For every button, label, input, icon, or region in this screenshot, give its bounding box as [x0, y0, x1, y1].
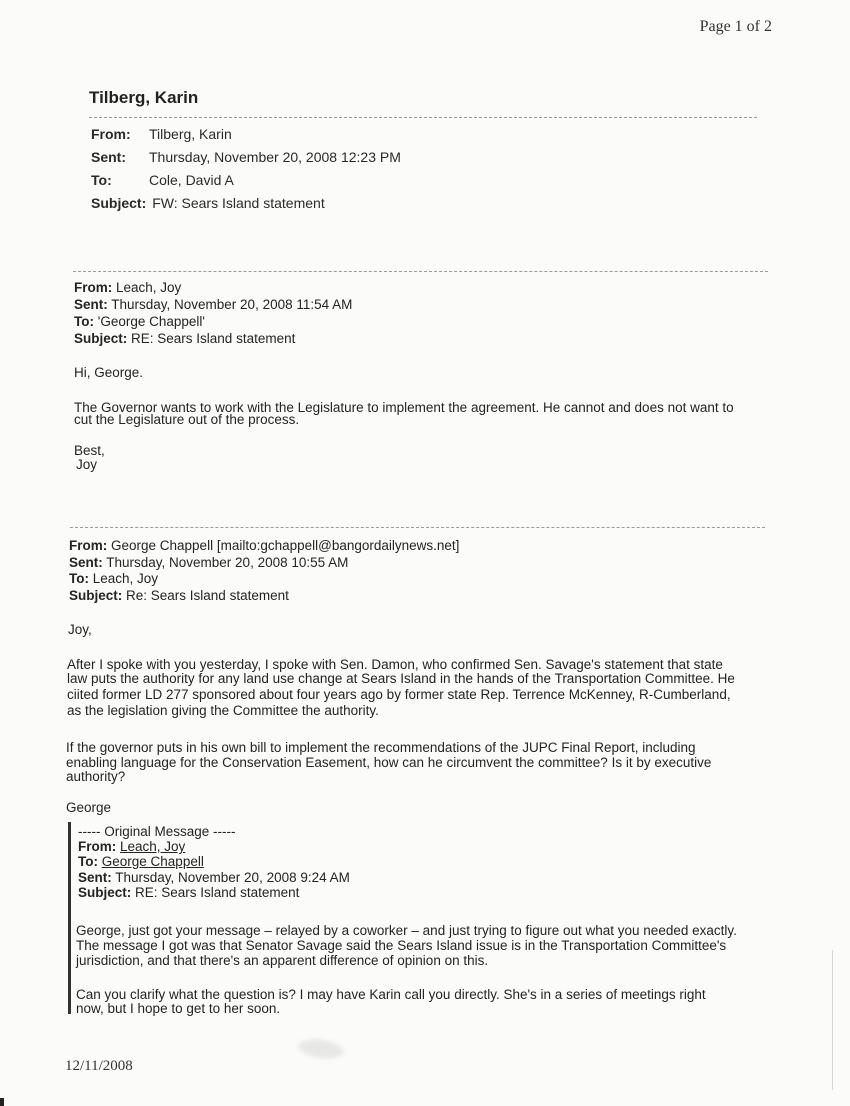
- msg2-to-value: Leach, Joy: [89, 571, 159, 586]
- msg2-from-label: From:: [69, 538, 108, 553]
- quoted-body-line: The message I got was that Senator Savage said the Sears Island issue is in the Transportation Committee's: [76, 938, 727, 953]
- msg2-body-line: ciited former LD 277 sponsored about four years ago by former state Rep. Terrence McKenney, R-Cumberland,: [67, 687, 731, 702]
- quoted-sent-label: Sent:: [78, 870, 112, 885]
- msg2-body-line: as the legislation giving the Committee the authority.: [67, 703, 379, 718]
- msg1-subject: [74, 331, 295, 346]
- quoted-subject: [78, 885, 299, 900]
- msg1-to: [74, 314, 205, 329]
- print-date: 12/11/2008: [65, 1058, 133, 1074]
- to-label: To:: [91, 172, 112, 188]
- msg1-subject-label: Subject:: [74, 331, 128, 346]
- from-value: Tilberg, Karin: [149, 126, 232, 142]
- quoted-from: [78, 839, 185, 854]
- msg1-to-label: To:: [74, 314, 94, 329]
- msg2-sent-label: Sent:: [69, 555, 103, 570]
- msg1-sent-label: Sent:: [74, 297, 108, 312]
- msg2-body-line: enabling language for the Conservation Easement, how can he circumvent the committee? Is it by executive: [66, 755, 712, 770]
- quoted-to-label: To:: [78, 854, 98, 869]
- msg2-to-label: To:: [69, 571, 89, 586]
- msg2-from-value: George Chappell [mailto:gchappell@bangordailynews.net]: [107, 538, 460, 553]
- quote-bar: [68, 822, 71, 1014]
- page-number: Page 1 of 2: [699, 18, 772, 35]
- header-to: [91, 172, 234, 188]
- msg1-from: [74, 280, 181, 295]
- msg2-to: [69, 571, 158, 586]
- msg1-from-value: Leach, Joy: [112, 280, 182, 295]
- scan-smudge: [297, 1037, 345, 1061]
- sent-value: Thursday, November 20, 2008 12:23 PM: [149, 149, 401, 165]
- msg2-sent-value: Thursday, November 20, 2008 10:55 AM: [102, 555, 349, 570]
- quoted-subject-label: Subject:: [78, 885, 132, 900]
- scan-corner-mark: [0, 1098, 4, 1106]
- msg2-body-line: law puts the authority for any land use change at Sears Island in the hands of the Transportation Committee. He: [67, 671, 735, 686]
- msg1-body-line: The Governor wants to work with the Legislature to implement the agreement. He cannot and does not want to: [74, 400, 734, 415]
- msg1-sent-value: Thursday, November 20, 2008 11:54 AM: [107, 297, 353, 312]
- page-title: Tilberg, Karin: [89, 88, 199, 107]
- message-divider: [73, 271, 768, 272]
- msg2-subject-value: Re: Sears Island statement: [122, 588, 289, 603]
- msg1-signature: Joy: [76, 457, 98, 472]
- msg1-sent: [74, 297, 352, 312]
- quoted-sent-value: Thursday, November 20, 2008 9:24 AM: [111, 870, 350, 885]
- msg1-greeting: Hi, George.: [74, 365, 144, 380]
- from-label: From:: [91, 126, 131, 142]
- msg1-from-label: From:: [74, 280, 113, 295]
- quoted-from-link[interactable]: Leach, Joy: [120, 839, 186, 854]
- scan-edge-line: [832, 950, 833, 1090]
- quoted-body-line: George, just got your message – relayed by a coworker – and just trying to figure out what you needed exactly.: [76, 923, 737, 938]
- quoted-body-line: jurisdiction, and that there's an apparent difference of opinion on this.: [76, 953, 489, 968]
- header-sent: [91, 149, 401, 165]
- msg2-body-line: After I spoke with you yesterday, I spoke with Sen. Damon, who confirmed Sen. Savage's statement that state: [67, 657, 723, 672]
- msg1-to-value: 'George Chappell': [94, 314, 205, 329]
- header-from: [91, 126, 232, 142]
- msg2-body-line: If the governor puts in his own bill to implement the recommendations of the JUPC Final Report, including: [66, 740, 696, 755]
- msg1-closing: Best,: [74, 443, 105, 458]
- quoted-to-link[interactable]: George Chappell: [101, 854, 204, 869]
- quoted-body-line: now, but I hope to get to her soon.: [76, 1001, 281, 1016]
- subject-label: Subject:: [91, 195, 147, 211]
- sent-label: Sent:: [91, 149, 126, 165]
- header-subject: [91, 195, 325, 211]
- quoted-from-label: From:: [78, 839, 117, 854]
- original-message-marker: ----- Original Message -----: [78, 824, 236, 839]
- msg2-subject: [69, 588, 289, 603]
- to-value: Cole, David A: [149, 172, 234, 188]
- quoted-subject-value: RE: Sears Island statement: [131, 885, 300, 900]
- quoted-sent: [78, 870, 350, 885]
- msg2-greeting: Joy,: [68, 622, 92, 637]
- quoted-to: [78, 854, 204, 869]
- msg2-subject-label: Subject:: [69, 588, 123, 603]
- msg2-sent: [69, 555, 348, 570]
- msg1-subject-value: RE: Sears Island statement: [127, 331, 296, 346]
- quoted-body-line: Can you clarify what the question is? I may have Karin call you directly. She's in a series of meetings right: [76, 987, 706, 1002]
- msg2-from: [69, 538, 459, 553]
- msg2-signature: George: [66, 800, 112, 815]
- msg1-body-line: cut the Legislature out of the process.: [74, 412, 300, 427]
- title-divider: [89, 117, 757, 118]
- subject-value: FW: Sears Island statement: [152, 195, 325, 211]
- msg2-body-line: authority?: [66, 769, 126, 784]
- message-divider: [70, 527, 765, 528]
